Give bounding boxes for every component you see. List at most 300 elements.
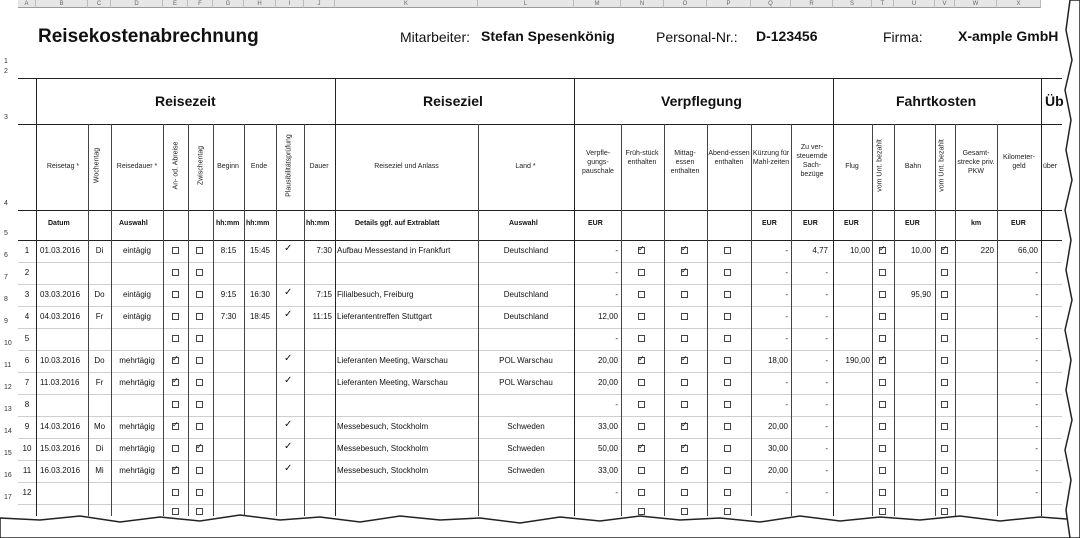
cell-sachbezuege[interactable]: - — [825, 312, 828, 321]
cell-sachbezuege[interactable]: 4,77 — [812, 246, 828, 255]
row-index[interactable]: 9 — [24, 422, 30, 431]
row-index[interactable]: 10 — [22, 444, 32, 453]
cell-kilometergeld[interactable]: - — [1035, 400, 1038, 409]
header-gesamtstrecke: Gesamt-strecke priv. PKW — [957, 150, 995, 175]
cell-verpflegungspauschale[interactable]: 33,00 — [597, 422, 618, 431]
cell-reisetag[interactable]: 10.03.2016 — [40, 356, 81, 365]
header-mittagessen: Mittag-essen enthalten — [670, 150, 700, 175]
checkbox-abendessen[interactable] — [724, 423, 731, 430]
checkbox-flug-vom-unt[interactable] — [879, 357, 886, 364]
checkbox-mittagessen[interactable] — [681, 423, 688, 430]
header-beginn: Beginn — [217, 163, 239, 170]
checkbox-fruehstueck[interactable] — [638, 247, 645, 254]
row-number-8[interactable]: 8 — [4, 296, 8, 303]
checkbox-flug-vom-unt[interactable] — [879, 445, 886, 452]
cell-reisedauer[interactable]: mehrtägig — [119, 466, 155, 475]
checkbox-abendessen[interactable] — [724, 379, 731, 386]
cell-kuerzung[interactable]: 30,00 — [767, 444, 788, 453]
cell-verpflegungspauschale[interactable]: 20,00 — [597, 378, 618, 387]
cell-verpflegungspauschale[interactable]: 50,00 — [597, 444, 618, 453]
grid-row-line — [18, 394, 1062, 395]
cell-kuerzung[interactable]: 20,00 — [767, 466, 788, 475]
cell-reisetag[interactable]: 14.03.2016 — [40, 422, 81, 431]
checkbox-an-abreise[interactable] — [172, 423, 179, 430]
cell-verpflegungspauschale[interactable]: 33,00 — [597, 466, 618, 475]
checkbox-bahn-vom-unt[interactable] — [941, 291, 948, 298]
cell-sachbezuege[interactable]: - — [825, 444, 828, 453]
checkbox-mittagessen[interactable] — [681, 467, 688, 474]
checkbox-zwischentag[interactable] — [196, 313, 203, 320]
checkbox-flug-vom-unt[interactable] — [879, 247, 886, 254]
checkbox-mittagessen[interactable] — [681, 445, 688, 452]
cell-flug[interactable]: 10,00 — [849, 246, 870, 255]
row-index[interactable]: 4 — [24, 312, 30, 321]
grid-row-line — [18, 306, 1062, 307]
cell-reisedauer[interactable]: mehrtägig — [119, 444, 155, 453]
header-abendessen: Abend-essen enthalten — [708, 150, 750, 166]
company-value[interactable]: X-ample GmbH — [958, 28, 1059, 44]
checkbox-abendessen[interactable] — [724, 467, 731, 474]
checkbox-an-abreise[interactable] — [172, 247, 179, 254]
cell-land[interactable]: Schweden — [507, 444, 545, 453]
checkbox-zwischentag[interactable] — [196, 445, 203, 452]
header-dauer: Dauer — [309, 163, 329, 170]
cell-verpflegungspauschale[interactable]: - — [615, 400, 618, 409]
cell-reiseziel[interactable]: Lieferanten Meeting, Warschau — [337, 356, 448, 365]
cell-sachbezuege[interactable]: - — [825, 488, 828, 497]
grid-row-line — [18, 482, 1062, 483]
column-letter-P[interactable]: P — [707, 0, 751, 8]
cell-reisetag[interactable]: 03.03.2016 — [40, 290, 81, 299]
checkbox-bahn-vom-unt[interactable] — [941, 335, 948, 342]
header-bahn: Bahn — [904, 163, 922, 170]
cell-dauer[interactable]: 11:15 — [312, 312, 332, 321]
cell-sachbezuege[interactable]: - — [825, 466, 828, 475]
cell-sachbezuege[interactable]: - — [825, 290, 828, 299]
checkbox-abendessen[interactable] — [724, 247, 731, 254]
row-number-2[interactable]: 2 — [4, 68, 8, 75]
cell-kilometergeld[interactable]: - — [1035, 290, 1038, 299]
cell-ende[interactable]: 18:45 — [249, 312, 271, 321]
checkbox-mittagessen[interactable] — [681, 335, 688, 342]
grid-vline-group — [833, 78, 834, 516]
column-letter-O[interactable]: O — [664, 0, 707, 8]
checkbox-fruehstueck[interactable] — [638, 467, 645, 474]
cell-kilometergeld[interactable]: 66,00 — [1017, 246, 1038, 255]
row-number-16[interactable]: 16 — [4, 472, 12, 479]
cell-beginn[interactable]: 8:15 — [220, 246, 237, 255]
checkbox-an-abreise[interactable] — [172, 313, 179, 320]
checkbox-fruehstueck[interactable] — [638, 401, 645, 408]
checkbox-flug-vom-unt[interactable] — [879, 379, 886, 386]
checkbox-mittagessen[interactable] — [681, 269, 688, 276]
cell-land[interactable]: POL Warschau — [499, 378, 553, 387]
checkbox-bahn-vom-unt[interactable] — [941, 379, 948, 386]
checkbox-bahn-vom-unt[interactable] — [941, 357, 948, 364]
cell-reiseziel[interactable]: Lieferantentreffen Stuttgart — [337, 312, 433, 321]
cell-verpflegungspauschale[interactable]: - — [615, 334, 618, 343]
checkbox-zwischentag[interactable] — [196, 247, 203, 254]
cell-reisedauer[interactable]: eintägig — [122, 290, 152, 299]
row-index[interactable]: 7 — [24, 378, 30, 387]
grid-hline — [18, 124, 1062, 125]
checkbox-mittagessen[interactable] — [681, 313, 688, 320]
cell-kilometergeld[interactable]: - — [1035, 334, 1038, 343]
row-index[interactable]: 6 — [24, 356, 30, 365]
cell-kilometergeld[interactable]: - — [1035, 422, 1038, 431]
cell-dauer[interactable]: 7:30 — [316, 246, 332, 255]
header-zwischentag: Zwischentag — [197, 145, 205, 186]
cell-reiseziel[interactable]: Lieferanten Meeting, Warschau — [337, 378, 448, 387]
cell-reisetag[interactable]: 11.03.2016 — [40, 378, 80, 387]
group-fahrtkosten: Fahrtkosten — [896, 93, 977, 109]
unit-km: km — [971, 220, 982, 227]
cell-dauer[interactable]: 7:15 — [316, 290, 332, 299]
column-letter-X[interactable]: X — [997, 0, 1041, 8]
cell-reiseziel[interactable]: Messebesuch, Stockholm — [337, 466, 429, 475]
checkbox-abendessen[interactable] — [724, 357, 731, 364]
cell-sachbezuege[interactable]: - — [825, 268, 828, 277]
cell-sachbezuege[interactable]: - — [825, 378, 828, 387]
cell-kilometergeld[interactable]: - — [1035, 312, 1038, 321]
unit-eur-kmgeld: EUR — [1011, 220, 1026, 227]
cell-kilometergeld[interactable]: - — [1035, 488, 1038, 497]
cell-kilometergeld[interactable]: - — [1035, 466, 1038, 475]
grid-row-line — [18, 416, 1062, 417]
cell-wochentag[interactable]: Di — [95, 246, 104, 255]
column-letter-V[interactable]: V — [935, 0, 955, 8]
group-verpflegung: Verpflegung — [661, 93, 742, 109]
cell-beginn[interactable]: 9:15 — [220, 290, 237, 299]
personnel-number-label: Personal-Nr.: — [656, 29, 738, 45]
checkbox-bahn-vom-unt[interactable] — [941, 445, 948, 452]
grid-vline — [664, 124, 665, 516]
row-number-15[interactable]: 15 — [4, 450, 12, 457]
cell-sachbezuege[interactable]: - — [825, 356, 828, 365]
column-letter-F[interactable]: F — [188, 0, 213, 8]
cell-verpflegungspauschale[interactable]: 20,00 — [597, 356, 618, 365]
group-ueb: Üb — [1045, 93, 1064, 109]
cell-wochentag[interactable]: Fr — [95, 312, 104, 321]
checkbox-an-abreise[interactable] — [172, 489, 179, 496]
row-number-13[interactable]: 13 — [4, 406, 12, 413]
column-letter-M[interactable]: M — [574, 0, 621, 8]
header-flug-vom-unt: vom Unt. bezahlt — [876, 139, 884, 192]
column-letter-Q[interactable]: Q — [751, 0, 791, 8]
cell-wochentag[interactable]: Do — [94, 290, 105, 299]
checkbox-an-abreise[interactable] — [172, 291, 179, 298]
cell-reisedauer[interactable]: mehrtägig — [119, 422, 155, 431]
checkbox-fruehstueck[interactable] — [638, 357, 645, 364]
cell-bahn[interactable]: 10,00 — [910, 246, 931, 255]
checkbox-abendessen[interactable] — [724, 313, 731, 320]
plausibility-check-icon: ✓ — [284, 309, 293, 320]
cell-flug[interactable]: 190,00 — [845, 356, 870, 365]
cell-land[interactable]: Deutschland — [503, 312, 549, 321]
column-letter-H[interactable]: H — [244, 0, 276, 8]
checkbox-fruehstueck[interactable] — [638, 379, 645, 386]
plausibility-check-icon: ✓ — [284, 353, 293, 364]
cell-kilometergeld[interactable]: - — [1035, 268, 1038, 277]
cell-wochentag[interactable]: Mo — [93, 422, 106, 431]
unit-land-auswahl: Auswahl — [509, 220, 538, 227]
row-number-6[interactable]: 6 — [4, 252, 8, 259]
cell-kuerzung[interactable]: - — [785, 400, 788, 409]
checkbox-bahn-vom-unt[interactable] — [941, 313, 948, 320]
grid-vline — [894, 124, 895, 516]
checkbox-zwischentag[interactable] — [196, 357, 203, 364]
checkbox-abendessen[interactable] — [724, 335, 731, 342]
row-number-1[interactable]: 1 — [4, 58, 8, 65]
checkbox-zwischentag[interactable] — [196, 467, 203, 474]
checkbox-fruehstueck[interactable] — [638, 335, 645, 342]
employee-value[interactable]: Stefan Spesenkönig — [481, 28, 615, 44]
header-reiseziel-anlass: Reiseziel und Anlass — [374, 163, 439, 170]
row-number-9[interactable]: 9 — [4, 318, 8, 325]
column-letter-N[interactable]: N — [621, 0, 664, 8]
grid-row-line — [18, 350, 1062, 351]
checkbox-bahn-vom-unt[interactable] — [941, 247, 948, 254]
header-plausibilitaet: Plausibilitätsprüfung — [285, 134, 293, 197]
cell-ende[interactable]: 16:30 — [249, 290, 271, 299]
checkbox-mittagessen[interactable] — [681, 489, 688, 496]
checkbox-zwischentag[interactable] — [196, 489, 203, 496]
plausibility-check-icon: ✓ — [284, 463, 293, 474]
cell-kilometergeld[interactable]: - — [1035, 444, 1038, 453]
checkbox-an-abreise[interactable] — [172, 467, 179, 474]
cell-land[interactable]: Deutschland — [503, 290, 549, 299]
checkbox-zwischentag[interactable] — [196, 423, 203, 430]
cell-kuerzung[interactable]: 18,00 — [767, 356, 788, 365]
grid-vline-group — [36, 78, 37, 516]
column-letter-J[interactable]: J — [304, 0, 335, 8]
column-letter-A[interactable]: A — [18, 0, 36, 8]
checkbox-zwischentag[interactable] — [196, 269, 203, 276]
column-letter-B[interactable]: B — [36, 0, 88, 8]
checkbox-flug-vom-unt[interactable] — [879, 489, 886, 496]
checkbox-fruehstueck[interactable] — [638, 291, 645, 298]
checkbox-zwischentag[interactable] — [196, 291, 203, 298]
cell-sachbezuege[interactable]: - — [825, 400, 828, 409]
cell-kuerzung[interactable]: - — [785, 378, 788, 387]
grid-hline — [18, 78, 1062, 79]
cell-reisetag[interactable]: 16.03.2016 — [40, 466, 81, 475]
row-number-4[interactable]: 4 — [4, 200, 8, 207]
checkbox-bahn-vom-unt[interactable] — [941, 467, 948, 474]
unit-details: Details ggf. auf Extrablatt — [355, 220, 440, 227]
checkbox-mittagessen[interactable] — [681, 379, 688, 386]
checkbox-bahn-vom-unt[interactable] — [941, 269, 948, 276]
cell-reisetag[interactable]: 04.03.2016 — [40, 312, 81, 321]
checkbox-an-abreise[interactable] — [172, 269, 179, 276]
row-index[interactable]: 5 — [24, 334, 30, 343]
cell-kilometergeld[interactable]: - — [1035, 356, 1038, 365]
personnel-number-value[interactable]: D-123456 — [756, 28, 818, 44]
column-letter-D[interactable]: D — [111, 0, 163, 8]
cell-reiseziel[interactable]: Messebesuch, Stockholm — [337, 422, 429, 431]
grid-row-line — [18, 262, 1062, 263]
checkbox-mittagessen[interactable] — [681, 291, 688, 298]
plausibility-check-icon: ✓ — [284, 441, 293, 452]
checkbox-abendessen[interactable] — [724, 401, 731, 408]
header-ueber: über — [1043, 163, 1058, 170]
header-sachbezuege: Zu ver-steuernde Sach-bezüge — [796, 144, 828, 178]
unit-eur-sachbezug: EUR — [803, 220, 818, 227]
grid-vline — [872, 124, 873, 516]
unit-dauer: hh:mm — [306, 220, 330, 227]
column-letter-C[interactable]: C — [88, 0, 111, 8]
grid-vline — [621, 124, 622, 516]
cell-reisedauer[interactable]: mehrtägig — [119, 356, 155, 365]
cell-verpflegungspauschale[interactable]: - — [615, 246, 618, 255]
checkbox-flug-vom-unt[interactable] — [879, 335, 886, 342]
checkbox-fruehstueck[interactable] — [638, 313, 645, 320]
cell-sachbezuege[interactable]: - — [825, 334, 828, 343]
cell-verpflegungspauschale[interactable]: - — [615, 268, 618, 277]
employee-label: Mitarbeiter: — [400, 29, 471, 45]
checkbox-zwischentag[interactable] — [196, 335, 203, 342]
cell-reiseziel[interactable]: Filialbesuch, Freiburg — [337, 290, 414, 299]
column-letter-U[interactable]: U — [894, 0, 935, 8]
grid-vline — [707, 124, 708, 516]
row-index[interactable]: 1 — [24, 246, 30, 255]
header-verpflegungspauschale: Verpfle-gungs-pauschale — [582, 150, 614, 175]
row-number-12[interactable]: 12 — [4, 384, 12, 391]
checkbox-fruehstueck[interactable] — [638, 489, 645, 496]
row-index[interactable]: 8 — [24, 400, 30, 409]
checkbox-an-abreise[interactable] — [172, 379, 179, 386]
header-reisedauer: Reisedauer * — [116, 163, 158, 170]
checkbox-abendessen[interactable] — [724, 489, 731, 496]
cell-land[interactable]: Schweden — [507, 422, 545, 431]
unit-eur-flug: EUR — [844, 220, 859, 227]
cell-reisetag[interactable]: 01.03.2016 — [40, 246, 81, 255]
cell-reisedauer[interactable]: mehrtägig — [119, 378, 155, 387]
checkbox-an-abreise[interactable] — [172, 357, 179, 364]
cell-reisetag[interactable]: 15.03.2016 — [40, 444, 81, 453]
column-letter-W[interactable]: W — [955, 0, 997, 8]
cell-reisedauer[interactable]: eintägig — [122, 246, 152, 255]
cell-kilometergeld[interactable]: - — [1035, 378, 1038, 387]
checkbox-abendessen[interactable] — [724, 445, 731, 452]
checkbox-mittagessen[interactable] — [681, 247, 688, 254]
header-flug: Flug — [845, 163, 859, 170]
checkbox-flug-vom-unt[interactable] — [879, 291, 886, 298]
cell-wochentag[interactable]: Do — [94, 356, 105, 365]
cell-kuerzung[interactable]: - — [785, 488, 788, 497]
cell-sachbezuege[interactable]: - — [825, 422, 828, 431]
checkbox-fruehstueck[interactable] — [638, 269, 645, 276]
cell-wochentag[interactable]: Fr — [95, 378, 104, 387]
row-number-14[interactable]: 14 — [4, 428, 12, 435]
row-number-5[interactable]: 5 — [4, 230, 8, 237]
checkbox-fruehstueck[interactable] — [638, 423, 645, 430]
row-number-17[interactable]: 17 — [4, 494, 12, 501]
row-number-10[interactable]: 10 — [4, 340, 12, 347]
cell-verpflegungspauschale[interactable]: - — [615, 488, 618, 497]
cell-ende[interactable]: 15:45 — [249, 246, 271, 255]
cell-kuerzung[interactable]: - — [785, 268, 788, 277]
cell-verpflegungspauschale[interactable]: 12,00 — [597, 312, 618, 321]
checkbox-flug-vom-unt[interactable] — [879, 313, 886, 320]
column-letter-G[interactable]: G — [213, 0, 244, 8]
unit-auswahl: Auswahl — [119, 220, 148, 227]
row-number-11[interactable]: 11 — [4, 362, 12, 369]
cell-kuerzung[interactable]: - — [785, 334, 788, 343]
unit-eur-bahn: EUR — [905, 220, 920, 227]
cell-kuerzung[interactable]: 20,00 — [767, 422, 788, 431]
checkbox-mittagessen[interactable] — [681, 401, 688, 408]
column-letter-T[interactable]: T — [872, 0, 894, 8]
cell-wochentag[interactable]: Mi — [95, 466, 104, 475]
checkbox-bahn-vom-unt[interactable] — [941, 423, 948, 430]
cell-land[interactable]: Schweden — [507, 466, 545, 475]
unit-beginn: hh:mm — [216, 220, 240, 227]
checkbox-abendessen[interactable] — [724, 291, 731, 298]
checkbox-flug-vom-unt[interactable] — [879, 423, 886, 430]
row-number-3[interactable]: 3 — [4, 114, 8, 121]
checkbox-an-abreise[interactable] — [172, 445, 179, 452]
checkbox-fruehstueck[interactable] — [638, 445, 645, 452]
column-letter-L[interactable]: L — [478, 0, 574, 8]
grid-vline — [276, 124, 277, 516]
column-letter-I[interactable]: I — [276, 0, 304, 8]
checkbox-flug-vom-unt[interactable] — [879, 467, 886, 474]
unit-eur-kuerzung: EUR — [762, 220, 777, 227]
column-letter-R[interactable]: R — [791, 0, 833, 8]
column-letter-E[interactable]: E — [163, 0, 188, 8]
checkbox-bahn-vom-unt[interactable] — [941, 401, 948, 408]
unit-eur-pauschale: EUR — [588, 220, 603, 227]
checkbox-an-abreise[interactable] — [172, 401, 179, 408]
checkbox-flug-vom-unt[interactable] — [879, 401, 886, 408]
cell-beginn[interactable]: 7:30 — [220, 312, 237, 321]
cell-kuerzung[interactable]: - — [785, 290, 788, 299]
checkbox-an-abreise[interactable] — [172, 335, 179, 342]
column-letter-S[interactable]: S — [833, 0, 872, 8]
column-letter-K[interactable]: K — [335, 0, 478, 8]
cell-bahn[interactable]: 95,90 — [910, 290, 931, 299]
row-index[interactable]: 2 — [24, 268, 30, 277]
cell-gesamtstrecke[interactable]: 220 — [980, 246, 994, 255]
group-reisezeit: Reisezeit — [155, 93, 216, 109]
cell-wochentag[interactable]: Di — [95, 444, 104, 453]
cell-verpflegungspauschale[interactable]: - — [615, 290, 618, 299]
row-number-7[interactable]: 7 — [4, 274, 8, 281]
grid-vline — [955, 124, 956, 516]
row-index[interactable]: 3 — [24, 290, 30, 299]
cell-reisedauer[interactable]: eintägig — [122, 312, 152, 321]
page-title: Reisekostenabrechnung — [38, 26, 259, 47]
checkbox-zwischentag[interactable] — [196, 379, 203, 386]
grid-vline — [163, 124, 164, 516]
cell-kuerzung[interactable]: - — [785, 246, 788, 255]
checkbox-mittagessen[interactable] — [681, 357, 688, 364]
cell-kuerzung[interactable]: - — [785, 312, 788, 321]
cell-reiseziel[interactable]: Aufbau Messestand in Frankfurt — [337, 246, 451, 255]
header-wochentag: Wochentag — [93, 147, 101, 184]
row-index[interactable]: 12 — [22, 488, 32, 497]
checkbox-bahn-vom-unt[interactable] — [941, 489, 948, 496]
cell-land[interactable]: Deutschland — [503, 246, 549, 255]
cell-land[interactable]: POL Warschau — [499, 356, 553, 365]
cell-reiseziel[interactable]: Messebesuch, Stockholm — [337, 444, 429, 453]
checkbox-abendessen[interactable] — [724, 269, 731, 276]
checkbox-zwischentag[interactable] — [196, 401, 203, 408]
row-index[interactable]: 11 — [22, 466, 32, 475]
torn-edge-right — [1062, 0, 1080, 538]
checkbox-flug-vom-unt[interactable] — [879, 269, 886, 276]
